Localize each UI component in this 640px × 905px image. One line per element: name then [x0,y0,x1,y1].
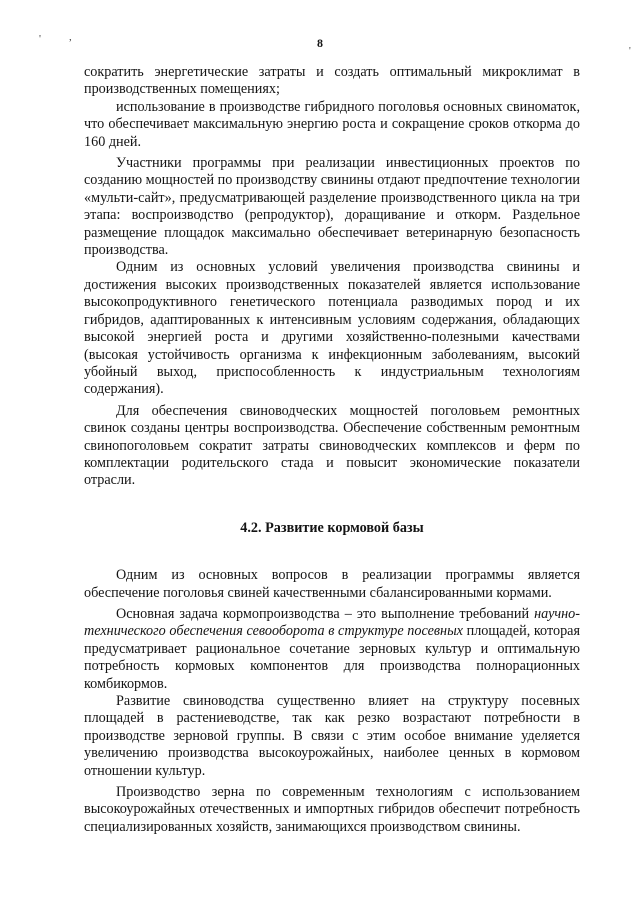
paragraph-hybrid-livestock: использование в производстве гибридного поголовья основных свиноматок, что обеспечивает максимальную энергию роста и сокращение сроков откорма до 160 дней. [84,98,580,150]
paragraph-text: площадей, которая предусматривает рациональное сочетание зерновых культур и оптимальную потребность кормовых компонентов для производства полнорационных комбикормов. [84,623,580,692]
paragraph-reproduction-centers: Для обеспечения свиноводческих мощностей поголовьем ремонтных свинок созданы центры воспроизводства. Обеспечение собственным ремонтным свинопоголовьем сократит затраты свиноводческих комплексов и ферм по комплектации родительского стада и повысит экономические показатели отрасли. [84,402,580,489]
paragraph-grain-production: Производство зерна по современным технологиям с использованием высокоурожайных отечественных и импортных гибридов обеспечит потребность специализированных хозяйств, занимающихся производством свинины. [84,784,580,835]
section-heading: 4.2. Развитие кормовой базы [240,519,424,536]
paragraph-text: Основная задача кормопроизводства – это выполнение требований [116,605,535,622]
paragraph-feed-production-task [84,606,580,693]
page-number: 8 [317,36,323,50]
paragraph-genetic-potential: Одним из основных условий увеличения производства свинины и достижения высоких производственных показателей является использование высокопродуктивного генетического потенциала разводимых пород и их гибридов, адаптированных к интенсивным условиям содержания, обладающих высокой энергией роста и другими хозяйственно-полезными качествами (высокая устойчивость организма к инфекционным заболеваниям, высокий убойный выход, приспособленность к индустриальным технологиям содержания). [84,259,580,398]
scan-artifact-mark: , [69,31,72,43]
paragraph-crop-structure: Развитие свиноводства существенно влияет на структуру посевных площадей в растениеводстве, так как резко возрастают потребности в производстве зерновой группы. В связи с этим особое внимание уделяется увеличению производства высокоурожайных, наиболее ценных в кормовом отношении культур. [84,693,580,779]
paragraph-feed-supply: Одним из основных вопросов в реализации программы является обеспечение поголовья свиней качественными сбалансированными кормами. [84,567,580,601]
document-body [84,64,580,836]
paragraph-energy-costs: сократить энергетические затраты и создать оптимальный микроклимат в производственных помещениях; [84,64,580,98]
scan-artifact-mark: ' [629,46,631,57]
paragraph-multi-site-technology: Участники программы при реализации инвестиционных проектов по созданию мощностей по производству свинины отдают предпочтение технологии «мульти-сайт», предусматривающей разделение производственного цикла на три этапа: воспроизводство (репродуктор), доращивание и откорм. Раздельное размещение площадок максимально обеспечивает ветеринарную безопасность производства. [84,155,580,259]
italic-phrase: научно-технического обеспечения севооборота в структуре посевных [84,605,580,640]
scan-artifact-mark: ' [39,33,41,45]
